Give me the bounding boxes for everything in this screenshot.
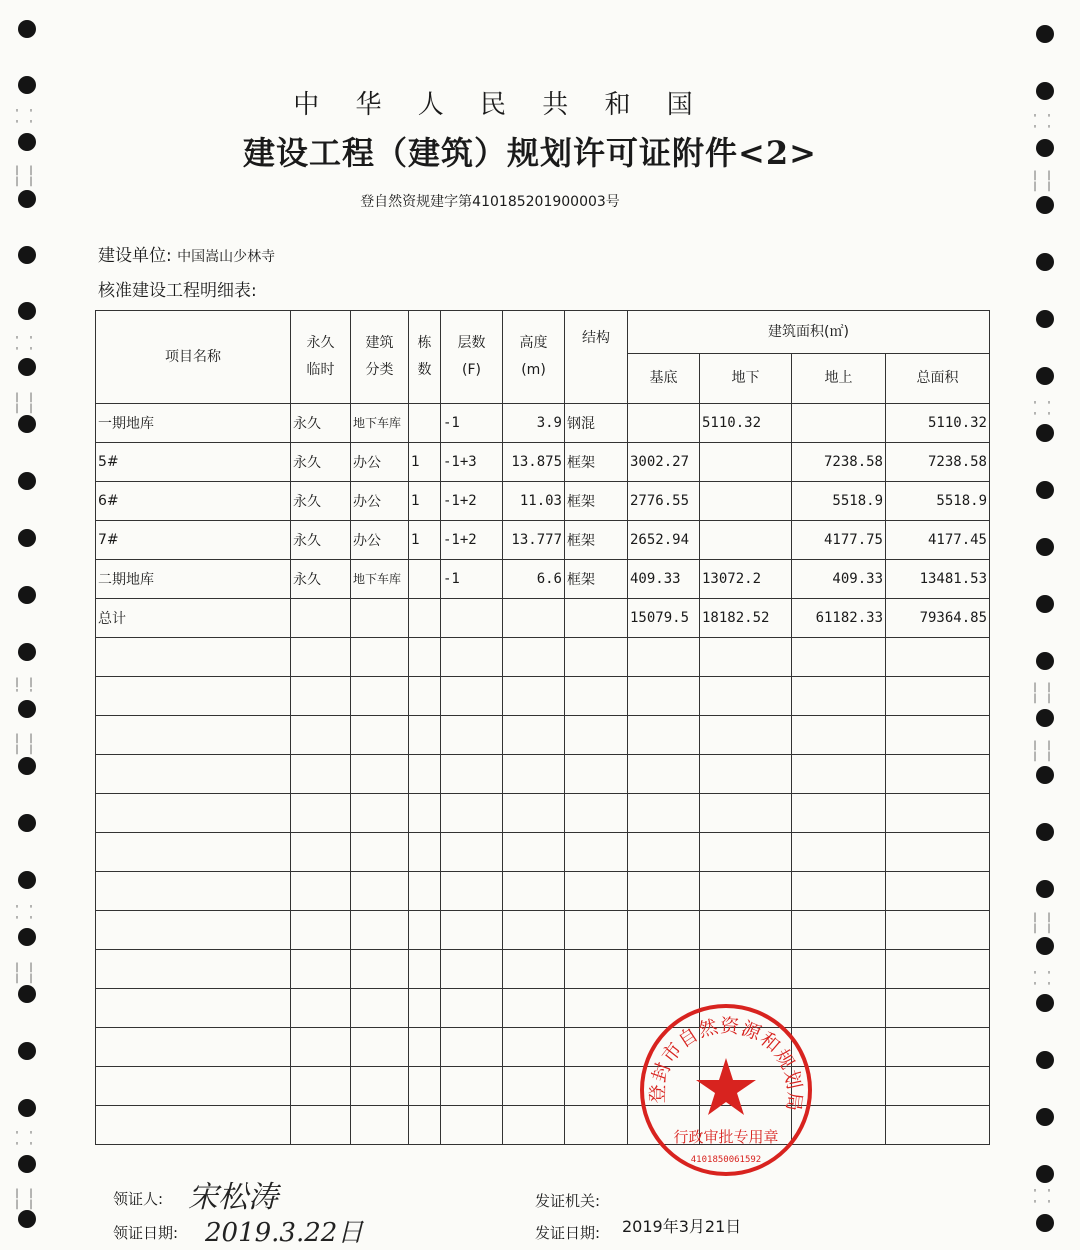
issue-date-label: 发证日期: <box>535 1224 601 1242</box>
cell-count <box>409 404 441 443</box>
cell-category: 地下车库 <box>351 560 409 599</box>
col-header-base: 基底 <box>628 354 700 404</box>
perforation-hole <box>18 302 36 320</box>
perforation-tick: | | | | <box>14 733 36 755</box>
cell-name: 5# <box>96 443 291 482</box>
col-header-height <box>503 311 565 404</box>
header-row <box>96 311 990 354</box>
perforation-tick: | | | | <box>14 165 36 187</box>
col-header-count-line2: 数 <box>417 362 432 378</box>
perforation-hole <box>1036 25 1054 43</box>
col-header-floors-line1: 层数 <box>457 335 486 351</box>
table-row <box>96 521 990 560</box>
cell-structure: 钢混 <box>565 404 628 443</box>
perforation-hole <box>1036 481 1054 499</box>
col-header-category <box>351 311 409 404</box>
empty-row <box>96 755 990 794</box>
perforation-hole <box>18 985 36 1003</box>
perforation-hole <box>1036 1165 1054 1183</box>
cell-structure: 框架 <box>565 560 628 599</box>
cell-above-area: 7238.58 <box>792 443 886 482</box>
perforation-tick: ' ' ' ' <box>14 335 36 357</box>
perforation-tick: ' ' ' ' <box>1032 400 1054 422</box>
cell-below-area <box>700 521 792 560</box>
perforation-hole <box>18 643 36 661</box>
cell-below-area <box>700 443 792 482</box>
left-tractor-holes <box>12 0 42 1250</box>
empty-row <box>96 833 990 872</box>
empty-row <box>96 989 990 1028</box>
cell-permanence: 永久 <box>291 560 351 599</box>
perforation-hole <box>1036 538 1054 556</box>
perforation-hole <box>18 529 36 547</box>
cell-empty <box>409 599 441 638</box>
perforation-hole <box>18 415 36 433</box>
receiver-label: 领证人: <box>113 1190 164 1208</box>
cell-height: 13.875 <box>503 443 565 482</box>
cell-total-total: 79364.85 <box>886 599 990 638</box>
cell-height: 11.03 <box>503 482 565 521</box>
col-header-height-line2: (m) <box>521 362 546 378</box>
construction-unit-label: 建设单位: <box>98 246 172 266</box>
cell-category: 办公 <box>351 521 409 560</box>
cell-base-area: 409.33 <box>628 560 700 599</box>
col-header-floors-line2: (F) <box>462 362 481 378</box>
cell-floors: -1 <box>441 560 503 599</box>
construction-unit-value: 中国嵩山少林寺 <box>177 249 276 265</box>
perforation-hole <box>18 1042 36 1060</box>
table-row <box>96 560 990 599</box>
perforation-hole <box>1036 994 1054 1012</box>
issuer-label: 发证机关: <box>535 1192 601 1210</box>
perforation-hole <box>18 20 36 38</box>
perforation-hole <box>1036 82 1054 100</box>
receive-date-label: 领证日期: <box>113 1224 179 1242</box>
cell-height: 6.6 <box>503 560 565 599</box>
cell-base-area: 2652.94 <box>628 521 700 560</box>
perforation-hole <box>18 871 36 889</box>
cell-below-area <box>700 482 792 521</box>
perforation-tick: ' ' ' ' <box>1032 113 1054 135</box>
cell-name: 一期地库 <box>96 404 291 443</box>
empty-row <box>96 794 990 833</box>
col-header-permanence <box>291 311 351 404</box>
cell-name: 6# <box>96 482 291 521</box>
perforation-tick: | | | | <box>14 392 36 414</box>
cell-total-area: 5518.9 <box>886 482 990 521</box>
perforation-hole <box>18 700 36 718</box>
receiver-signature: 宋松涛 <box>188 1180 278 1215</box>
issue-date: 2019年3月21日 <box>622 1217 742 1236</box>
seal-inner-text: 行政审批专用章 <box>673 1128 779 1146</box>
cell-empty <box>441 599 503 638</box>
perforation-hole <box>1036 880 1054 898</box>
empty-row <box>96 677 990 716</box>
perforation-tick: | | | | <box>1032 170 1054 192</box>
cell-count: 1 <box>409 482 441 521</box>
cell-total-below: 18182.52 <box>700 599 792 638</box>
perforation-hole <box>18 1210 36 1228</box>
col-header-category-line1: 建筑 <box>365 335 394 351</box>
perforation-hole <box>1036 823 1054 841</box>
receive-date-signature: 2019.3.22日 <box>205 1218 364 1248</box>
perforation-hole <box>1036 1051 1054 1069</box>
cell-total-above: 61182.33 <box>792 599 886 638</box>
perforation-hole <box>1036 595 1054 613</box>
cell-total-base: 15079.5 <box>628 599 700 638</box>
approved-table-caption: 核准建设工程明细表: <box>98 281 257 301</box>
cell-category: 办公 <box>351 443 409 482</box>
table-row <box>96 482 990 521</box>
cell-name: 7# <box>96 521 291 560</box>
perforation-tick: ' ' ' ' <box>14 1130 36 1152</box>
cell-floors: -1+2 <box>441 482 503 521</box>
cell-structure: 框架 <box>565 443 628 482</box>
col-header-height-line1: 高度 <box>519 335 548 351</box>
cell-below-area: 13072.2 <box>700 560 792 599</box>
cell-floors: -1 <box>441 404 503 443</box>
cell-count: 1 <box>409 443 441 482</box>
cell-structure: 框架 <box>565 521 628 560</box>
country-heading: 中 华 人 民 共 和 国 <box>293 90 707 120</box>
project-detail-table <box>95 310 990 1145</box>
table-row <box>96 404 990 443</box>
empty-row <box>96 1067 990 1106</box>
cell-above-area: 4177.75 <box>792 521 886 560</box>
total-row <box>96 599 990 638</box>
perforation-tick: | | | | <box>14 1188 36 1210</box>
perforation-tick: | | | | <box>14 962 36 984</box>
official-seal <box>636 1000 816 1180</box>
col-header-area-group: 建筑面积(㎡) <box>628 311 990 354</box>
cell-structure: 框架 <box>565 482 628 521</box>
cell-permanence: 永久 <box>291 404 351 443</box>
construction-unit <box>98 241 275 266</box>
perforation-hole <box>1036 709 1054 727</box>
perforation-tick: | | | | <box>1032 912 1054 934</box>
perforation-tick: ' ' ' ' <box>14 904 36 926</box>
cell-empty <box>291 599 351 638</box>
cell-above-area: 409.33 <box>792 560 886 599</box>
empty-row <box>96 872 990 911</box>
seal-ring-text: 登封市自然资源和规划局 <box>646 1014 806 1114</box>
col-header-permanence-line2: 临时 <box>306 362 335 378</box>
empty-row <box>96 716 990 755</box>
cell-category: 办公 <box>351 482 409 521</box>
cell-floors: -1+3 <box>441 443 503 482</box>
cell-name: 二期地库 <box>96 560 291 599</box>
col-header-floors <box>441 311 503 404</box>
cell-above-area: 5518.9 <box>792 482 886 521</box>
cell-total-area: 13481.53 <box>886 560 990 599</box>
col-header-above: 地上 <box>792 354 886 404</box>
cell-empty <box>503 599 565 638</box>
cell-below-area: 5110.32 <box>700 404 792 443</box>
col-header-structure: 结构 <box>565 311 628 404</box>
cell-base-area: 2776.55 <box>628 482 700 521</box>
perforation-hole <box>18 814 36 832</box>
col-header-permanence-line1: 永久 <box>306 335 335 351</box>
cell-above-area <box>792 404 886 443</box>
perforation-hole <box>18 358 36 376</box>
seal-star-icon <box>696 1058 756 1115</box>
cell-height: 3.9 <box>503 404 565 443</box>
empty-row <box>96 638 990 677</box>
right-tractor-holes <box>1030 0 1060 1250</box>
perforation-hole <box>1036 196 1054 214</box>
col-header-total: 总面积 <box>886 354 990 404</box>
perforation-hole <box>1036 424 1054 442</box>
seal-code: 4101850061592 <box>690 1155 762 1165</box>
cell-base-area <box>628 404 700 443</box>
perforation-tick: | | ' ' <box>14 677 36 699</box>
document-title: 建设工程（建筑）规划许可证附件<2> <box>243 134 817 172</box>
perforation-hole <box>1036 1108 1054 1126</box>
perforation-hole <box>18 1155 36 1173</box>
cell-permanence: 永久 <box>291 443 351 482</box>
empty-row <box>96 950 990 989</box>
perforation-hole <box>1036 937 1054 955</box>
cell-permanence: 永久 <box>291 482 351 521</box>
perforation-hole <box>18 1099 36 1117</box>
perforation-hole <box>1036 253 1054 271</box>
col-header-below: 地下 <box>700 354 792 404</box>
perforation-hole <box>18 586 36 604</box>
perforation-hole <box>18 246 36 264</box>
cell-base-area: 3002.27 <box>628 443 700 482</box>
permit-number: 登自然资规建字第410185201900003号 <box>360 194 620 210</box>
perforation-hole <box>18 472 36 490</box>
perforation-hole <box>18 757 36 775</box>
cell-total-label: 总计 <box>96 599 291 638</box>
table-row <box>96 443 990 482</box>
empty-row <box>96 1106 990 1145</box>
perforation-hole <box>1036 310 1054 328</box>
perforation-tick: ' ' ' ' <box>1032 970 1054 992</box>
cell-floors: -1+2 <box>441 521 503 560</box>
empty-row <box>96 1028 990 1067</box>
cell-total-area: 5110.32 <box>886 404 990 443</box>
cell-permanence: 永久 <box>291 521 351 560</box>
perforation-tick: ' ' ' ' <box>1032 1188 1054 1210</box>
perforation-hole <box>1036 367 1054 385</box>
cell-category: 地下车库 <box>351 404 409 443</box>
empty-row <box>96 911 990 950</box>
cell-height: 13.777 <box>503 521 565 560</box>
cell-empty <box>351 599 409 638</box>
perforation-hole <box>1036 1214 1054 1232</box>
col-header-count <box>409 311 441 404</box>
perforation-hole <box>1036 766 1054 784</box>
cell-count <box>409 560 441 599</box>
cell-total-area: 4177.45 <box>886 521 990 560</box>
perforation-hole <box>18 928 36 946</box>
cell-total-area: 7238.58 <box>886 443 990 482</box>
cell-count: 1 <box>409 521 441 560</box>
cell-empty <box>565 599 628 638</box>
col-header-category-line2: 分类 <box>365 362 394 378</box>
perforation-hole <box>1036 652 1054 670</box>
col-header-count-line1: 栋 <box>417 335 432 351</box>
perforation-tick: | | | | <box>1032 740 1054 762</box>
perforation-tick: | | | | <box>1032 682 1054 704</box>
perforation-tick: ' ' ' ' <box>14 108 36 130</box>
col-header-name: 项目名称 <box>96 311 291 404</box>
